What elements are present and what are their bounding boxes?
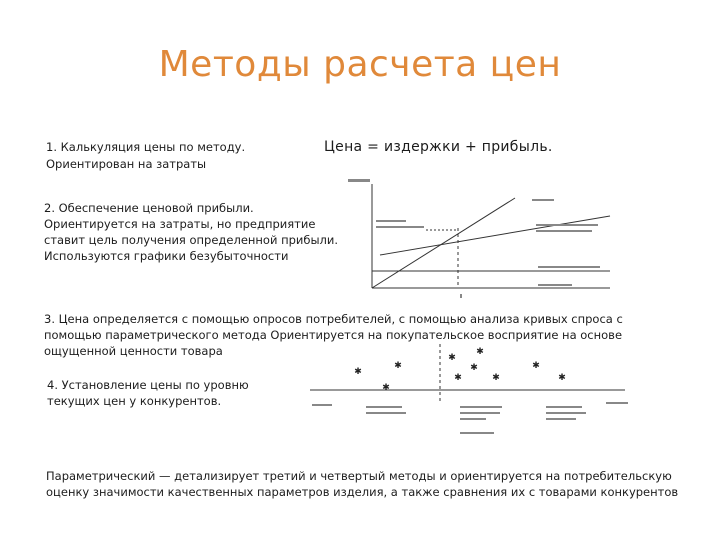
competitor-star-icon: ✱ [382,383,390,393]
method-3-line: ощущенной ценности товара [44,344,223,358]
diagram-label-scribble [460,432,494,434]
revenue-line [372,198,515,288]
chart-label-scribble [376,220,406,222]
competitor-star-icon: ✱ [454,373,462,383]
chart-label-scribble [460,294,462,298]
method-3-line: помощью параметрического метода Ориентируется на покупательское восприятие на основе [44,328,623,342]
diagram-label-scribble [460,406,502,408]
diagram-label-scribble [460,418,486,420]
chart-label-scribble [538,266,600,268]
method-4-line: текущих цен у конкурентов. [47,394,222,408]
parametric-line: оценку значимости качественных параметров изделия, а также сравнения их с товарами конкурентов [46,485,679,499]
method-2-line: Используются графики безубыточности [44,249,289,263]
method-2-text [44,200,338,264]
break-even-chart [340,176,620,306]
competitor-star-icon: ✱ [354,367,362,377]
chart-label-scribble [348,179,370,182]
method-4-line: 4. Установление цены по уровню [47,378,249,392]
diagram-label-scribble [546,418,576,420]
diagram-label-scribble [546,412,586,414]
price-formula: Цена = издержки + прибыль. [324,139,553,155]
chart-label-scribble [536,224,598,226]
diagram-label-scribble [606,402,628,404]
chart-label-scribble [532,199,554,201]
competitor-star-icon: ✱ [470,363,478,373]
competitor-star-icon: ✱ [394,361,402,371]
diagram-label-scribble [546,406,582,408]
chart-label-scribble [536,230,592,232]
method-1-orientation: Ориентирован на затраты [46,157,207,171]
method-2-line: ставит цель получения определенной прибыли. [44,233,339,247]
parametric-method-text [46,468,678,500]
diagram-label-scribble [366,412,406,414]
chart-label-scribble [538,284,572,286]
competitor-star-icon: ✱ [492,373,500,383]
method-1-heading: 1. Калькуляция цены по методу. [46,140,246,154]
total-cost-line [380,216,610,255]
method-2-line: 2. Обеспечение ценовой прибыли. [44,201,254,215]
diagram-label-scribble [366,406,402,408]
chart-label-scribble [376,226,424,228]
competitor-star-icon: ✱ [448,353,456,363]
competitor-star-icon: ✱ [476,347,484,357]
competitor-star-icon: ✱ [558,373,566,383]
method-3-line: 3. Цена определяется с помощью опросов потребителей, с помощью анализа кривых спроса с [44,312,623,326]
method-2-line: Ориентируется на затраты, но предприятие [44,217,316,231]
diagram-label-scribble [312,404,332,406]
slide-title: Методы расчета цен [158,44,562,85]
competitor-price-diagram [300,340,640,445]
method-4-text [47,377,249,409]
competitor-star-icon: ✱ [532,361,540,371]
diagram-label-scribble [460,412,500,414]
parametric-line: Параметрический — детализирует третий и четвертый методы и ориентируется на потребительскую [46,469,672,483]
